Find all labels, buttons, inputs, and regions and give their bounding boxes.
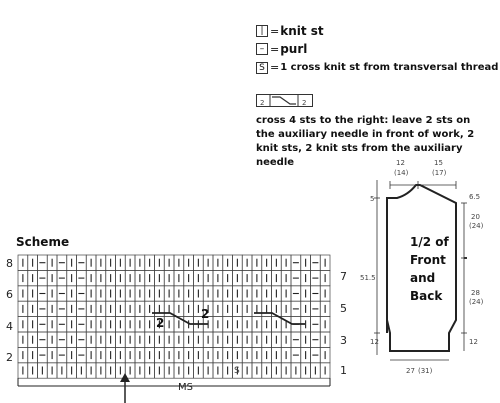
legend-knit-label: knit st <box>280 24 324 38</box>
schematic-title-line: and <box>410 271 436 285</box>
legend-purl <box>256 42 307 56</box>
cross-stitch-symbol-icon: S <box>256 62 268 74</box>
chart-grid <box>18 255 330 378</box>
equals-sign: = <box>270 24 280 38</box>
width-measure: 27 <box>406 367 415 375</box>
knit-symbol-icon: | <box>256 25 268 37</box>
arrow-head-icon <box>120 373 130 382</box>
armhole-measure: 20 <box>471 213 480 221</box>
armhole-measure-alt: (24) <box>469 222 484 230</box>
scheme-title: Scheme <box>16 235 70 249</box>
legend-cross-label: 1 cross knit st from transversal thread <box>280 62 499 73</box>
equals-sign: = <box>270 42 280 56</box>
schematic-title-line: Back <box>410 289 443 303</box>
row-number: 5 <box>340 302 347 315</box>
top-right-measure: 15 <box>434 159 443 167</box>
row-number: 1 <box>340 364 347 377</box>
purl-symbol-icon: – <box>256 43 268 55</box>
row-number: 8 <box>6 257 13 270</box>
legend-knit <box>256 24 324 38</box>
equals-sign: = <box>270 61 280 74</box>
shoulder-measure: 6.5 <box>469 193 481 201</box>
top-right-measure-alt: (17) <box>432 169 447 177</box>
garment-outline <box>387 185 456 351</box>
stitch-chart <box>0 250 370 403</box>
legend-cross <box>256 61 498 74</box>
cable-label: 2 <box>201 307 210 321</box>
cable-symbol-number: 2 <box>260 99 265 107</box>
schematic-title-line: 1/2 of <box>410 235 449 249</box>
cable-symbol-icon <box>256 94 316 108</box>
row-number: 6 <box>6 288 13 301</box>
cable-symbol-number: 2 <box>302 99 307 107</box>
width-measure-alt: (31) <box>418 367 433 375</box>
legend-cable-description: cross 4 sts to the right: leave 2 sts on the auxiliary needle in front of work, 2 knit sts, 2 knit sts from the auxiliary needle <box>256 115 475 168</box>
cable-label: 2 <box>156 316 165 330</box>
body-height-measure: 51.5 <box>360 274 376 282</box>
garment-schematic <box>360 155 495 385</box>
schematic-title-line: Front <box>410 253 446 267</box>
side-measure-alt: (24) <box>469 298 484 306</box>
neck-depth-measure: 5 <box>370 195 375 203</box>
cross-stitch-label: S <box>234 366 240 376</box>
rib-right-measure: 12 <box>469 338 478 346</box>
row-number: 7 <box>340 270 347 283</box>
side-measure: 28 <box>471 289 480 297</box>
row-number: 3 <box>340 334 347 347</box>
row-number: 4 <box>6 320 13 333</box>
legend-purl-label: purl <box>280 42 308 56</box>
ms-label: MS <box>178 382 193 393</box>
top-left-measure-alt: (14) <box>394 169 409 177</box>
row-number: 2 <box>6 351 13 364</box>
rib-left-measure: 12 <box>370 338 379 346</box>
top-left-measure: 12 <box>396 159 405 167</box>
